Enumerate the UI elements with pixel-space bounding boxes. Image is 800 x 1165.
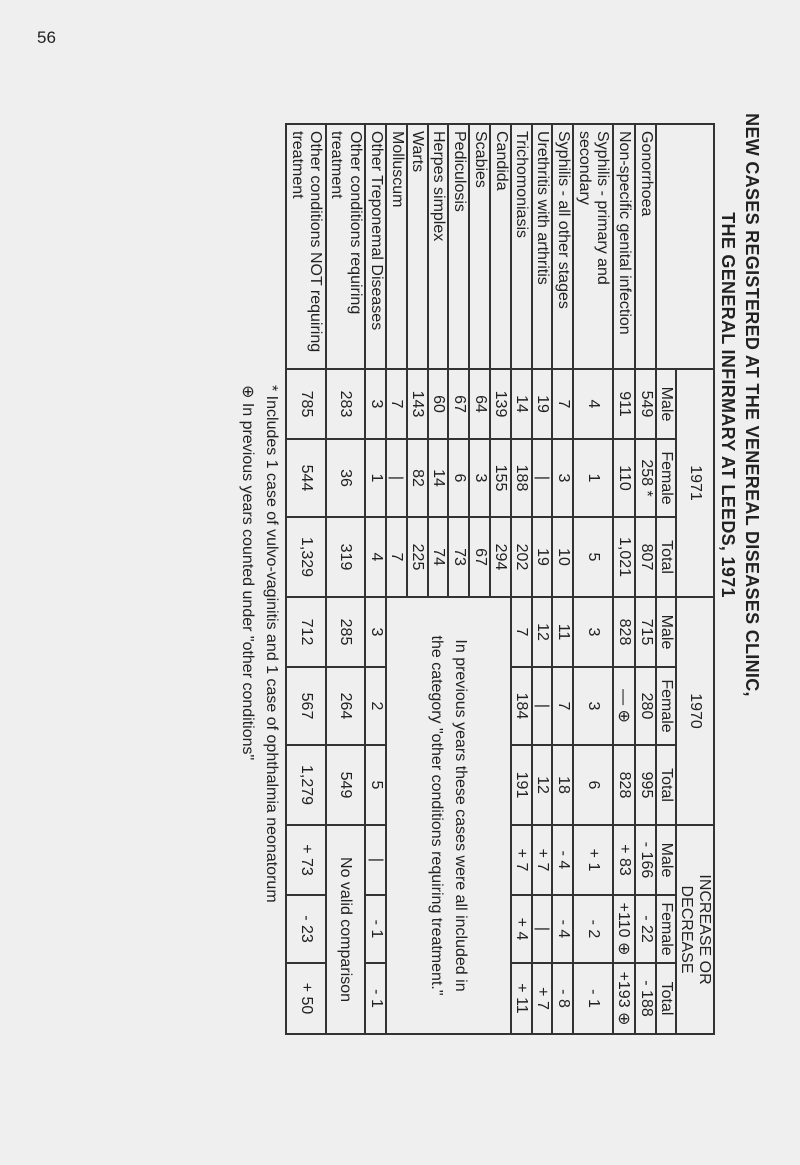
cell: - 1 <box>573 963 613 1034</box>
cell: 74 <box>428 517 449 597</box>
cell: 3 <box>573 667 613 745</box>
cell: 5 <box>573 517 613 597</box>
cell: + 83 <box>613 825 635 895</box>
total-header: Total <box>656 963 676 1034</box>
cell: 3 <box>573 597 613 667</box>
cell: 139 <box>490 369 511 439</box>
cell: - 2 <box>573 895 613 963</box>
female-header: Female <box>656 895 676 963</box>
cell: 828 <box>613 597 635 667</box>
cell: | <box>532 895 553 963</box>
cell: 184 <box>511 667 532 745</box>
cell: - 1 <box>365 963 386 1034</box>
cell: 549 <box>635 369 656 439</box>
condition-name: Syphilis - primary and secondary <box>573 124 613 369</box>
cell: - 8 <box>552 963 573 1034</box>
cell: + 11 <box>511 963 532 1034</box>
cell: 1,329 <box>286 517 326 597</box>
cell: 3 <box>365 369 386 439</box>
table-row <box>613 124 635 1034</box>
cell: + 4 <box>511 895 532 963</box>
cell: 12 <box>532 745 553 825</box>
cell: 67 <box>469 517 490 597</box>
table-row <box>532 124 553 1034</box>
condition-name: Urethritis with arthritis <box>532 124 553 369</box>
condition-header <box>656 124 714 369</box>
condition-name: Other conditions NOT requiring treatment <box>286 124 326 369</box>
no-valid-comparison: No valid comparison <box>326 825 366 1034</box>
cell: 828 <box>613 745 635 825</box>
female-header: Female <box>656 667 676 745</box>
year-1971-header: 1971 <box>676 369 714 597</box>
cell: 36 <box>326 439 366 517</box>
cell: 7 <box>386 517 407 597</box>
cell: 19 <box>532 369 553 439</box>
cell: 544 <box>286 439 326 517</box>
cell: - 1 <box>365 895 386 963</box>
female-header: Female <box>656 439 676 517</box>
cell: 1 <box>365 439 386 517</box>
cell: 715 <box>635 597 656 667</box>
male-header: Male <box>656 597 676 667</box>
condition-name: Pediculosis <box>448 124 469 369</box>
cell: 143 <box>407 369 428 439</box>
cell: + 73 <box>286 825 326 895</box>
table-row <box>490 124 511 1034</box>
cell: 7 <box>386 369 407 439</box>
cell: 12 <box>532 597 553 667</box>
cell: 11 <box>552 597 573 667</box>
cell: 5 <box>365 745 386 825</box>
page-number: 56 <box>37 28 56 47</box>
title-line-1: NEW CASES REGISTERED AT THE VENEREAL DISEASES CLINIC, <box>742 113 762 697</box>
cell: 7 <box>552 667 573 745</box>
cell: | <box>532 439 553 517</box>
cell: 283 <box>326 369 366 439</box>
cell: + 1 <box>573 825 613 895</box>
merged-note <box>386 597 511 1034</box>
cell: 319 <box>326 517 366 597</box>
merged-note-line-1: In previous years these cases were all included in <box>452 639 470 992</box>
condition-name: Syphilis - all other stages <box>552 124 573 369</box>
cell: | <box>386 439 407 517</box>
cell: 191 <box>511 745 532 825</box>
merged-note-line-2: the category "other conditions requiring treatment." <box>428 635 446 996</box>
cell: 549 <box>326 745 366 825</box>
cell: 225 <box>407 517 428 597</box>
condition-name: Gonorrhoea <box>635 124 656 369</box>
cell: 6 <box>448 439 469 517</box>
cell: 807 <box>635 517 656 597</box>
cell: - 4 <box>552 825 573 895</box>
cell: 3 <box>365 597 386 667</box>
table-row <box>286 124 326 1034</box>
male-header: Male <box>656 825 676 895</box>
cell: 155 <box>490 439 511 517</box>
cell: 1 <box>573 439 613 517</box>
cell: 18 <box>552 745 573 825</box>
cell: 67 <box>448 369 469 439</box>
cell: 6 <box>573 745 613 825</box>
condition-name: Molluscum <box>386 124 407 369</box>
cell: 4 <box>573 369 613 439</box>
cell: 188 <box>511 439 532 517</box>
condition-name: Scabies <box>469 124 490 369</box>
cell: 110 <box>613 439 635 517</box>
cell: 567 <box>286 667 326 745</box>
cell: 280 <box>635 667 656 745</box>
year-1970-header: 1970 <box>676 597 714 825</box>
cell: + 7 <box>532 825 553 895</box>
cell: 19 <box>532 517 553 597</box>
cell: 258 * <box>635 439 656 517</box>
cell: 7 <box>511 597 532 667</box>
condition-name: Trichomoniasis <box>511 124 532 369</box>
table-row <box>326 124 366 1034</box>
cell: | <box>532 667 553 745</box>
cell: 294 <box>490 517 511 597</box>
cell: 285 <box>326 597 366 667</box>
cell: 73 <box>448 517 469 597</box>
cell: 10 <box>552 517 573 597</box>
total-header: Total <box>656 517 676 597</box>
cell: + 7 <box>511 825 532 895</box>
cell: 202 <box>511 517 532 597</box>
table-row <box>635 124 656 1034</box>
cell: 1,279 <box>286 745 326 825</box>
condition-name: Other Treponemal Diseases <box>365 124 386 369</box>
condition-name: Candida <box>490 124 511 369</box>
table-row <box>552 124 573 1034</box>
footnote-symbol: ⊕ In previous years counted under "other conditions" <box>239 385 256 761</box>
cell: 4 <box>365 517 386 597</box>
cell: - 23 <box>286 895 326 963</box>
table-row <box>511 124 532 1034</box>
cell: + 50 <box>286 963 326 1034</box>
condition-name: Warts <box>407 124 428 369</box>
cases-table <box>285 123 715 1035</box>
cell: + 7 <box>532 963 553 1034</box>
cell: 7 <box>552 369 573 439</box>
cell: 2 <box>365 667 386 745</box>
cell: 14 <box>511 369 532 439</box>
table-row <box>365 124 386 1034</box>
cell: 911 <box>613 369 635 439</box>
cell: 995 <box>635 745 656 825</box>
cell: +110 ⊕ <box>613 895 635 963</box>
cell: 64 <box>469 369 490 439</box>
cell: 1,021 <box>613 517 635 597</box>
total-header: Total <box>656 745 676 825</box>
cell: - 4 <box>552 895 573 963</box>
cell: 82 <box>407 439 428 517</box>
cell: | <box>365 825 386 895</box>
condition-name: Non-specific genital infection <box>613 124 635 369</box>
cell: 3 <box>552 439 573 517</box>
cell: - 188 <box>635 963 656 1034</box>
condition-name: Other conditions requiring treatment <box>326 124 366 369</box>
title-line-2: THE GENERAL INFIRMARY AT LEEDS, 1971 <box>718 212 738 598</box>
table-row <box>573 124 613 1034</box>
cell: 14 <box>428 439 449 517</box>
cell: 785 <box>286 369 326 439</box>
rotated-page <box>239 35 770 1115</box>
cell: 3 <box>469 439 490 517</box>
cell: - 166 <box>635 825 656 895</box>
cell: 60 <box>428 369 449 439</box>
footnote-asterisk: * Includes 1 case of vulvo-vaginitis and 1 case of ophthalmia neonatorum <box>263 385 280 903</box>
cell: - 22 <box>635 895 656 963</box>
cell: — ⊕ <box>613 667 635 745</box>
cell: +193 ⊕ <box>613 963 635 1034</box>
cell: 264 <box>326 667 366 745</box>
change-header: INCREASE OR DECREASE <box>676 825 714 1034</box>
condition-name: Herpes simplex <box>428 124 449 369</box>
male-header: Male <box>656 369 676 439</box>
cell: 712 <box>286 597 326 667</box>
